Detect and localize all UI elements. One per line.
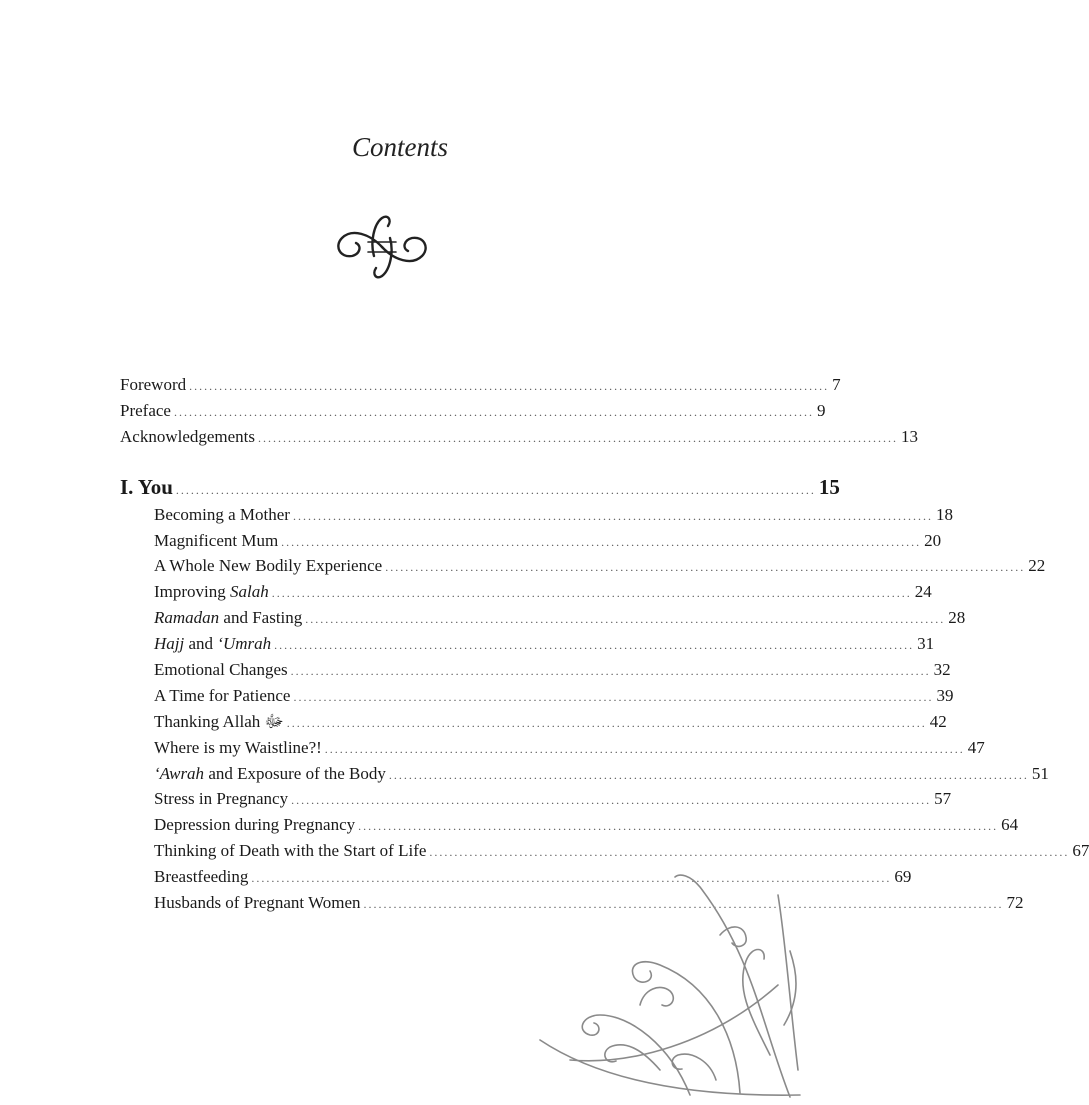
table-of-contents [120,372,1089,916]
toc-label: Thinking of Death with the Start of Life [154,841,427,861]
toc-label: Magnificent Mum [154,530,279,550]
toc-page-number: 64 [1001,815,1019,835]
toc-entry-preface[interactable] [120,398,826,424]
dot-leader: ................................................................................................................................ [189,379,830,393]
dot-leader: ................................................................................................................................ [385,560,1026,575]
toc-page-number: 42 [929,711,947,731]
toc-page-number: 69 [894,867,912,887]
toc-entry[interactable] [120,683,954,709]
toc-label: Stress in Pregnancy [154,789,289,809]
toc-entry[interactable] [120,528,942,554]
dot-leader: ................................................................................................................................ [291,793,932,808]
dot-leader: ................................................................................................................................ [293,689,934,704]
dot-leader: ................................................................................................................................ [175,482,816,497]
dot-leader: ................................................................................................................................ [429,845,1070,860]
toc-page-number: 31 [917,634,935,654]
toc-entry[interactable] [120,812,1019,838]
toc-part-heading[interactable] [120,472,840,502]
toc-entry[interactable] [120,579,932,605]
dot-leader: ................................................................................................................................ [271,586,912,601]
toc-page-number: 72 [1006,893,1024,913]
toc-label: A Time for Patience [154,685,291,705]
toc-label: Emotional Changes [154,660,288,680]
dot-leader: ................................................................................................................................ [358,819,999,834]
toc-label: Breastfeeding [154,867,249,887]
toc-label: Becoming a Mother [154,504,290,524]
dot-leader: ................................................................................................................................ [290,664,931,679]
toc-label: A Whole New Bodily Experience [154,556,383,576]
toc-label: Hajj and ‘Umrah [154,634,272,654]
dot-leader: ................................................................................................................................ [388,767,1029,782]
page-title: Contents [351,132,448,162]
toc-label: Foreword [120,375,187,394]
toc-page-number: 24 [914,582,932,602]
toc-entry[interactable] [120,761,1049,787]
toc-page-number: 9 [816,400,826,420]
dot-leader: ................................................................................................................................ [292,508,933,523]
toc-label: ‘Awrah and Exposure of the Body [154,763,386,783]
toc-page-number: 51 [1031,763,1049,783]
dot-leader: ................................................................................................................................ [363,897,1004,912]
floral-swirl-icon [540,865,800,1105]
toc-label: Ramadan and Fasting [154,608,303,628]
toc-page-number: 7 [832,375,841,394]
dot-leader: ................................................................................................................................ [281,534,922,549]
dot-leader: ................................................................................................................................ [251,871,892,886]
dot-leader: ................................................................................................................................ [286,715,927,730]
dot-leader: ................................................................................................................................ [324,741,965,756]
dot-leader: ................................................................................................................................ [305,612,946,627]
toc-page-number: 22 [1028,556,1046,576]
toc-page-number: 57 [934,789,952,809]
toc-entry[interactable] [120,786,952,812]
toc-page-number: 20 [924,530,942,550]
part-label: I. You [120,474,173,499]
section-gap [120,450,650,472]
dot-leader: ................................................................................................................................ [258,430,899,445]
toc-entry[interactable] [120,657,951,683]
toc-label: Where is my Waistline?! [154,737,322,757]
toc-entry[interactable] [120,735,985,761]
toc-page-number: 39 [936,685,954,705]
flourish-icon [330,212,434,282]
part-page-number: 15 [818,474,840,499]
toc-entry[interactable] [120,838,1089,864]
toc-label: Improving Salah [154,582,269,602]
toc-page-number: 67 [1072,841,1089,861]
toc-entry-foreword[interactable] [120,372,841,398]
toc-entry[interactable] [120,709,947,735]
toc-entry[interactable] [120,631,935,657]
toc-entry[interactable] [120,502,953,528]
toc-label: Acknowledgements [120,426,256,446]
dot-leader: ................................................................................................................................ [173,404,814,419]
toc-label: Husbands of Pregnant Women [154,893,361,913]
toc-page-number: 32 [933,660,951,680]
toc-page-number: 13 [901,426,919,446]
dot-leader: ................................................................................................................................ [274,638,915,653]
toc-page-number: 28 [948,608,966,628]
toc-entry-acknowledgements[interactable] [120,424,919,450]
toc-page-number: 47 [967,737,985,757]
toc-page-number: 18 [935,504,953,524]
toc-entry[interactable] [120,605,966,631]
toc-label: Depression during Pregnancy [154,815,356,835]
toc-label: Preface [120,400,171,420]
toc-entry[interactable] [120,553,1046,579]
toc-label: Thanking Allah ﷻ [154,711,284,731]
